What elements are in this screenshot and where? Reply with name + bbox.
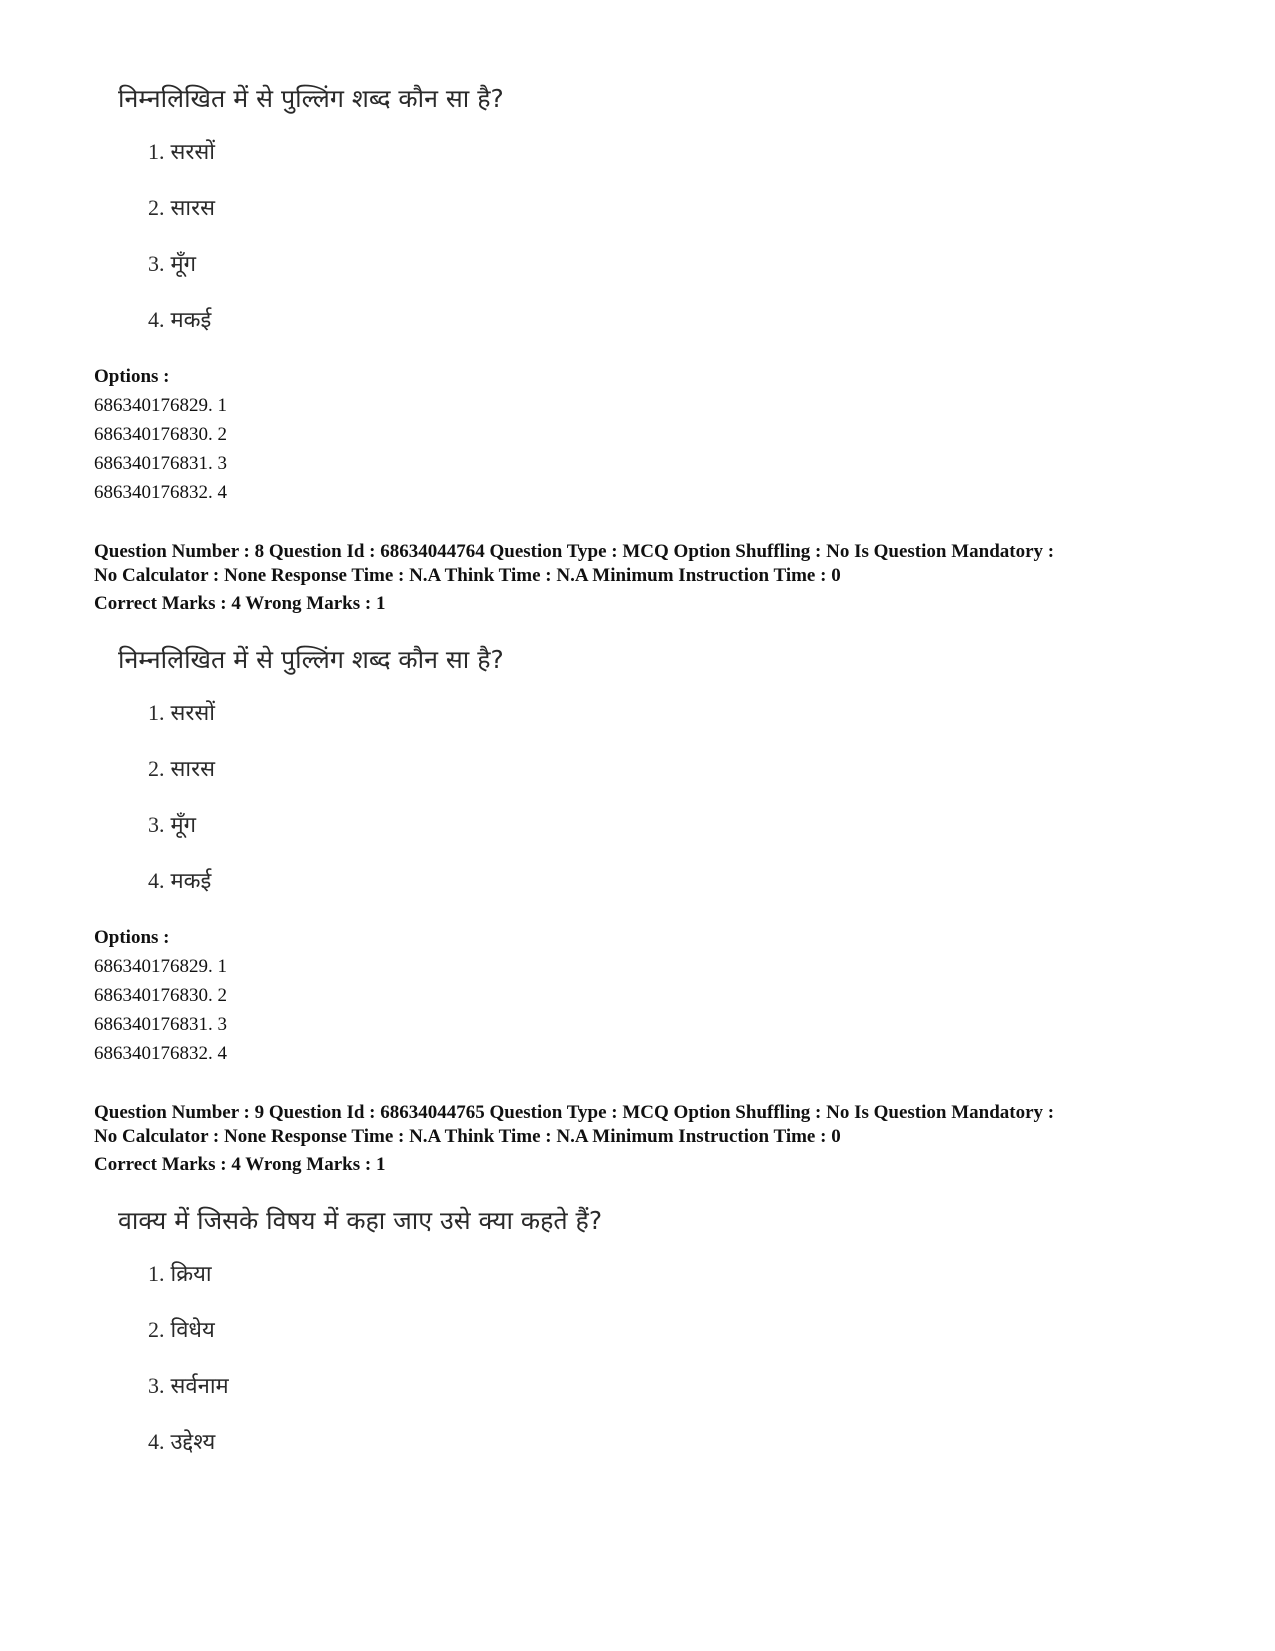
question-7-image xyxy=(118,82,818,333)
choice-text: मकई xyxy=(170,869,212,894)
options-title: Options : xyxy=(94,927,170,948)
choice-text: सारस xyxy=(170,196,215,221)
choice-item xyxy=(148,193,215,224)
question-9-image xyxy=(118,1204,818,1455)
option-id: 686340176830. 2 xyxy=(94,985,227,1006)
option-id: 686340176831. 3 xyxy=(94,1014,227,1035)
question-text: निम्नलिखित में से पुल्लिंग शब्द कौन सा है? xyxy=(118,645,504,674)
choice-item xyxy=(148,249,196,280)
choice-number: 3. xyxy=(148,1373,165,1398)
choice-item xyxy=(148,866,211,897)
choice-item xyxy=(148,810,196,841)
option-id: 686340176831. 3 xyxy=(94,453,227,474)
question-text: वाक्य में जिसके विषय में कहा जाए उसे क्या कहते हैं? xyxy=(118,1206,603,1235)
choice-number: 1. xyxy=(148,1261,165,1286)
choice-number: 1. xyxy=(148,700,165,725)
choice-number: 2. xyxy=(148,195,165,220)
choice-number: 4. xyxy=(148,868,165,893)
options-title: Options : xyxy=(94,366,170,387)
choice-item xyxy=(148,1259,212,1290)
option-id: 686340176829. 1 xyxy=(94,956,227,977)
marks-line: Correct Marks : 4 Wrong Marks : 1 xyxy=(94,1154,386,1175)
choice-text: विधेय xyxy=(170,1318,215,1343)
option-id: 686340176829. 1 xyxy=(94,395,227,416)
meta-line: Question Number : 8 Question Id : 68634044764 Question Type : MCQ Option Shuffling : No Is Question Mandatory : xyxy=(94,541,1055,562)
choice-item xyxy=(148,305,211,336)
meta-line: Question Number : 9 Question Id : 68634044765 Question Type : MCQ Option Shuffling : No Is Question Mandatory : xyxy=(94,1102,1055,1123)
choice-item xyxy=(148,137,215,168)
options-list xyxy=(94,923,794,1068)
choice-text: सारस xyxy=(170,757,215,782)
choice-text: उद्देश्य xyxy=(170,1430,216,1455)
choice-number: 2. xyxy=(148,1317,165,1342)
choice-number: 3. xyxy=(148,251,165,276)
meta-line: No Calculator : None Response Time : N.A Think Time : N.A Minimum Instruction Time : 0 xyxy=(94,565,841,586)
choice-text: सर्वनाम xyxy=(170,1374,229,1399)
choice-text: मूँग xyxy=(170,813,197,838)
choice-number: 2. xyxy=(148,756,165,781)
marks-line: Correct Marks : 4 Wrong Marks : 1 xyxy=(94,593,386,614)
choice-item xyxy=(148,1427,215,1458)
choice-text: मकई xyxy=(170,308,212,333)
options-list xyxy=(94,362,794,507)
choice-text: सरसों xyxy=(170,140,215,165)
choice-number: 1. xyxy=(148,139,165,164)
choice-text: मूँग xyxy=(170,252,197,277)
question-8-meta xyxy=(94,540,1214,616)
choice-item xyxy=(148,1371,229,1402)
choice-number: 4. xyxy=(148,307,165,332)
question-8-image xyxy=(118,643,818,894)
choice-number: 4. xyxy=(148,1429,165,1454)
question-text: निम्नलिखित में से पुल्लिंग शब्द कौन सा है? xyxy=(118,84,504,113)
choice-item xyxy=(148,754,215,785)
choice-text: क्रिया xyxy=(170,1262,212,1287)
meta-line: No Calculator : None Response Time : N.A Think Time : N.A Minimum Instruction Time : 0 xyxy=(94,1126,841,1147)
option-id: 686340176832. 4 xyxy=(94,1043,227,1064)
choice-number: 3. xyxy=(148,812,165,837)
option-id: 686340176832. 4 xyxy=(94,482,227,503)
option-id: 686340176830. 2 xyxy=(94,424,227,445)
question-9-meta xyxy=(94,1101,1214,1177)
choice-text: सरसों xyxy=(170,701,215,726)
choice-item xyxy=(148,1315,215,1346)
choice-item xyxy=(148,698,215,729)
